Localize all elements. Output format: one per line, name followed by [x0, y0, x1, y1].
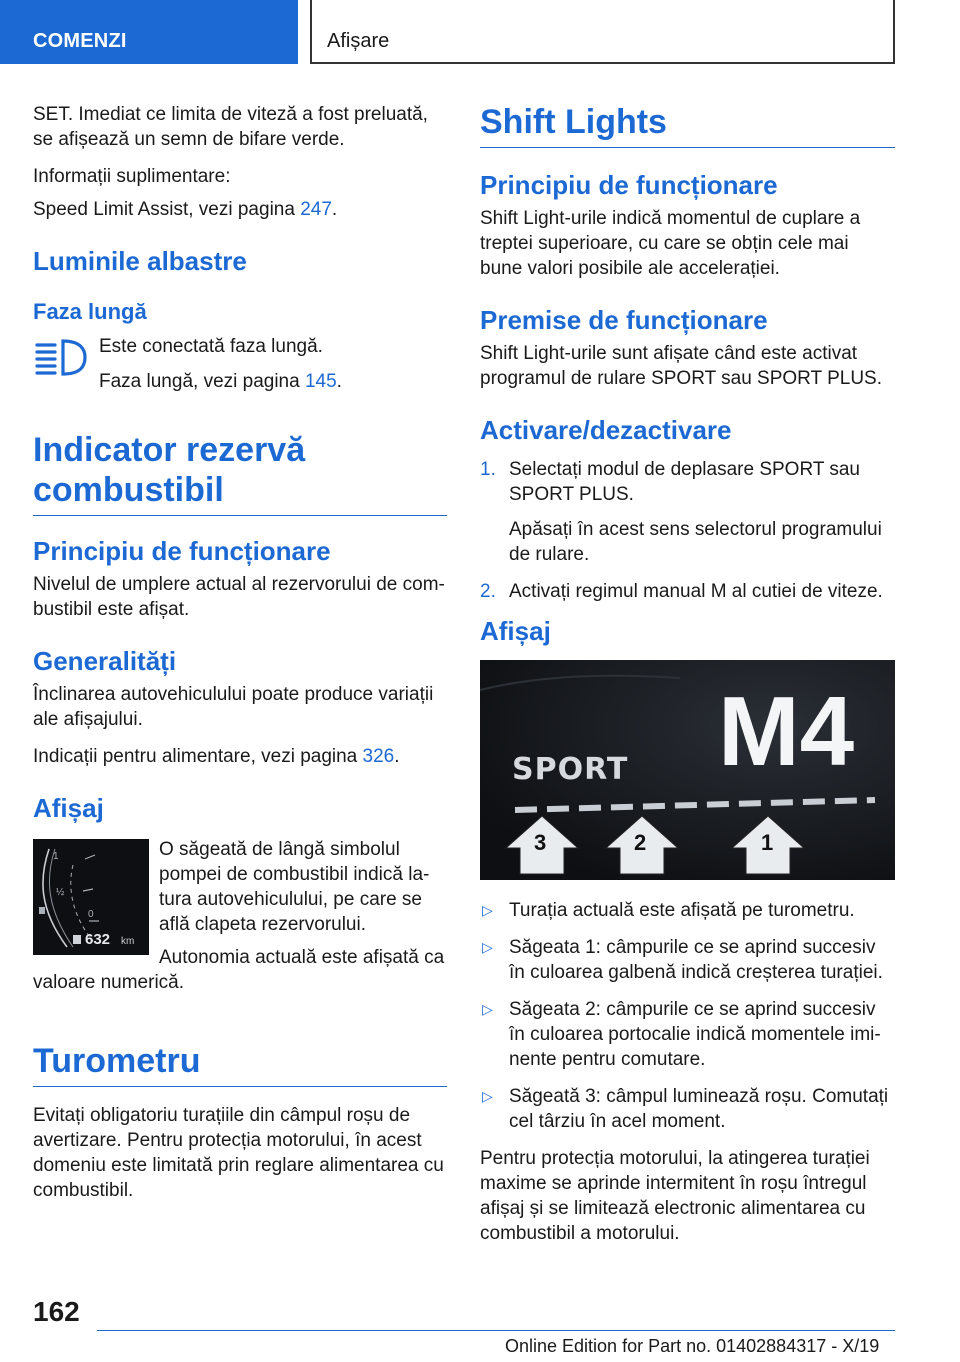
fuel-tick-full: 1 [53, 851, 59, 862]
tachometer-heading: Turometru [33, 1041, 447, 1087]
high-beam-page-link[interactable]: 145 [304, 371, 337, 392]
edition-note: Online Edition for Part no. 01402884317 - X/19 [505, 1336, 880, 1356]
right-column [480, 102, 895, 1258]
fuel-reserve-heading: Indicator rezervă combustibil [33, 430, 447, 516]
step-number: 2. [480, 581, 496, 602]
bullet-text: Săgeata 2: câmpurile ce se aprind succesiv în culoarea portocalie indică momentele imi‐nente pentru comutare. [509, 999, 881, 1070]
shift-principle-text: Shift Light-urile indică momentul de cuplare a treptei superioare, cu care se obțin cele mai bune valori posibile ale accelerației. [480, 208, 861, 279]
refuel-ref-text: Indicații pentru alimentare, vezi pagina [33, 746, 363, 767]
bullet-marker: ▷ [482, 939, 493, 955]
bullet-text: Săgeata 1: câmpurile ce se aprind succesiv în culoarea galbenă indică creșterea turației. [509, 937, 883, 983]
fuel-range-text: Autonomia actuală este afișată ca valoare numerică. [33, 947, 445, 993]
high-beam-ref-text: Faza lungă, vezi pagina [99, 371, 305, 392]
fuel-principle-text: Nivelul de umplere actual al rezervorului de com‐bustibil este afișat. [33, 574, 445, 620]
fuel-range-value: 632 [85, 931, 111, 948]
refuel-reference [33, 744, 447, 769]
bullet-item [480, 997, 895, 1072]
fuel-display-heading: Afișaj [33, 793, 104, 823]
premise-text: Shift Light-urile sunt afișate când este activat programul de rulare SPORT sau SPORT PLUS. [480, 343, 882, 389]
high-beam-status-text: Este conectată faza lungă. [99, 336, 323, 357]
bullet-marker: ▷ [482, 1088, 493, 1104]
period: . [336, 371, 342, 392]
high-beam-icon [33, 336, 89, 378]
shift-lights-bullets [480, 898, 895, 1134]
arrow-label-1: 1 [761, 830, 774, 855]
step-text: Activați regimul manual M al cutiei de viteze. [509, 581, 883, 602]
fuel-range-unit: km [121, 936, 135, 947]
page-number: 162 [33, 1296, 80, 1327]
fuel-gauge-image [33, 839, 149, 955]
tachometer-text: Evitați obligatoriu turațiile din câmpul roșu de avertizare. Pentru protecția motorului, în acest domeniu este limitată prin reglare alimentarea cu combustibil. [33, 1105, 444, 1201]
general-heading: Generalități [33, 646, 177, 676]
step-subtext: Apăsați în acest sens selectorul programului de rulare. [509, 519, 882, 565]
premise-heading: Premise de funcționare [480, 305, 768, 335]
fuel-display-block [33, 837, 447, 995]
arrow-label-2: 2 [634, 830, 647, 855]
period: . [394, 746, 400, 767]
step-item [480, 457, 895, 567]
step-item [480, 579, 895, 604]
general-text: Înclinarea autovehiculului poate produce variații ale afișajului. [33, 684, 434, 730]
period: . [331, 199, 338, 220]
arrow-label-3: 3 [534, 830, 547, 855]
fuel-display-text: O săgeată de lângă simbolul pompei de combustibil indică la‐tura autovehiculului, pe care se află clapeta rezervorului. [159, 839, 430, 935]
bullet-text: Săgeată 3: câmpul luminează roșu. Comutați cel târziu în acel moment. [509, 1086, 889, 1132]
gear-indicator: M4 [718, 676, 855, 786]
refuel-page-link[interactable]: 326 [362, 746, 395, 767]
high-beam-block [33, 334, 447, 394]
shift-display-heading: Afișaj [480, 616, 551, 646]
intro-paragraph: SET. Imediat ce limita de viteză a fost preluată, se afișează un semn de bifare verde. [33, 104, 428, 150]
bullet-marker: ▷ [482, 902, 493, 918]
drive-mode-label: SPORT [512, 752, 629, 787]
shift-principle-heading: Principiu de funcționare [480, 170, 778, 200]
high-beam-heading: Faza lungă [33, 299, 147, 324]
blue-lights-heading: Luminile albastre [33, 246, 247, 276]
fuel-tick-empty: 0 [88, 909, 94, 920]
page-header-title: Afișare [310, 0, 895, 64]
speed-limit-ref-text: Speed Limit Assist, vezi pagina [33, 199, 301, 220]
step-number: 1. [480, 459, 496, 480]
activation-steps [480, 457, 895, 604]
bullet-item [480, 935, 895, 985]
speed-limit-reference [33, 197, 447, 222]
bullet-text: Turația actuală este afișată pe turometru. [509, 900, 855, 921]
speed-limit-page-link[interactable]: 247 [300, 199, 332, 220]
high-beam-reference [99, 369, 447, 394]
left-column [33, 102, 447, 1215]
activation-heading: Activare/dezactivare [480, 415, 732, 445]
shift-lights-heading: Shift Lights [480, 102, 895, 148]
closing-text: Pentru protecția motorului, la atingerea turației maxime se aprinde intermitent în roșu întregul afișaj și se limitează electronic alimentarea cu combustibil a motorului. [480, 1148, 870, 1244]
fuel-tick-half: ½ [56, 887, 65, 898]
bullet-marker: ▷ [482, 1001, 493, 1017]
bullet-item [480, 1084, 895, 1134]
section-tab: COMENZI [0, 0, 298, 64]
step-text: Selectați modul de deplasare SPORT sau SPORT PLUS. [509, 459, 860, 505]
footer-divider [97, 1330, 895, 1331]
additional-info-label: Informații suplimentare: [33, 166, 231, 187]
bullet-item [480, 898, 895, 923]
fuel-principle-heading: Principiu de funcționare [33, 536, 331, 566]
shift-lights-image [480, 660, 895, 880]
